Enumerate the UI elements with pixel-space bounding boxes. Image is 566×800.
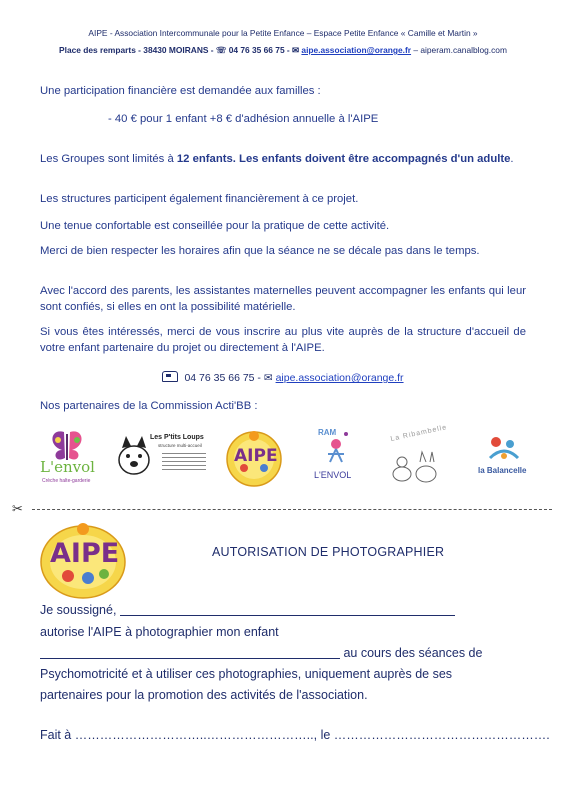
ram-lenvol-logo <box>312 428 364 490</box>
ram-text: RAM <box>318 428 337 437</box>
form-line-soussigne: Je soussigné, <box>40 603 455 617</box>
paragraph-price: - 40 € pour 1 enfant +8 € d'adhésion annuelle à l'AIPE <box>108 113 379 125</box>
telephone-icon <box>162 371 178 382</box>
form-line-partenaires: partenaires pour la promotion des activités de l'association. <box>40 688 368 702</box>
balancelle-logo <box>476 434 530 484</box>
paragraph-horaires: Merci de bien respecter les horaires afin que la séance ne se décale pas dans le temps. <box>40 245 480 257</box>
form-line-enfant: au cours des séances de <box>40 646 482 660</box>
phone-icon: ☏ <box>215 45 229 55</box>
header-association: AIPE - Association Intercommunale pour la Petite Enfance – Espace Petite Enfance « Camille et Martin » <box>88 28 478 38</box>
lenvol-subtitle: Crèche halte-garderie <box>42 478 91 484</box>
contact-line: 04 76 35 66 75 - ✉ aipe.association@orange.fr <box>0 371 566 384</box>
header-email-link[interactable]: aipe.association@orange.fr <box>301 45 412 55</box>
form-line-fait-a[interactable]: Fait à …………………………..…………………….., le ……………………………………………. <box>40 728 550 742</box>
partner-logos <box>40 424 530 498</box>
ptits-loups-title: Les P'tits Loups <box>150 434 204 441</box>
form-line-psychomotricite: Psychomotricité et à utiliser ces photographies, uniquement auprès de ses <box>40 667 453 681</box>
ribambelle-animals-icon <box>386 442 446 488</box>
partners-title: Nos partenaires de la Commission Acti'BB : <box>40 400 258 412</box>
wolf-icon <box>114 434 154 480</box>
paragraph-assistantes: Avec l'accord des parents, les assistantes maternelles peuvent accompagner les enfants qui leur sont confiés, si elles en ont la possibilité matérielle. <box>40 285 526 313</box>
name-field[interactable] <box>120 603 455 616</box>
authorization-title: AUTORISATION DE PHOTOGRAPHIER <box>212 545 445 559</box>
lenvol-logo <box>40 428 95 490</box>
aipe-logo-small <box>226 428 282 490</box>
ribambelle-logo <box>386 424 448 490</box>
lenvol-name: L'envol <box>40 458 95 476</box>
aipe-large-text: AIPE <box>50 538 120 569</box>
ribambelle-name: La Ribambelle <box>389 424 448 443</box>
cut-line <box>32 509 552 510</box>
child-name-field[interactable] <box>40 646 340 659</box>
aipe-logo-large <box>38 522 128 600</box>
paragraph-groups: Les Groupes sont limités à 12 enfants. Les enfants doivent être accompagnés d'un adulte. <box>40 153 514 165</box>
paragraph-structures: Les structures participent également financièrement à ce projet. <box>40 193 359 205</box>
balancelle-icon <box>484 434 524 464</box>
ram-lenvol-name: L'ENVOL <box>314 470 352 480</box>
aipe-small-text: AIPE <box>234 446 278 466</box>
form-line-autorise: autorise l'AIPE à photographier mon enfant <box>40 625 279 639</box>
ptits-loups-logo <box>112 430 210 486</box>
ptits-loups-address <box>162 450 206 480</box>
paragraph-tenue: Une tenue confortable est conseillée pour la pratique de cette activité. <box>40 220 390 232</box>
balancelle-name: la Balancelle <box>478 466 527 475</box>
email-icon: ✉ <box>263 372 276 384</box>
paragraph-inscription: Si vous êtes intéressés, merci de vous inscrire au plus vite auprès de la structure d'accueil de votre enfant partenaire du projet ou directement à l'AIPE. <box>40 326 526 354</box>
contact-email-link[interactable]: aipe.association@orange.fr <box>275 372 404 384</box>
paragraph-participation: Une participation financière est demandée aux familles : <box>40 85 321 97</box>
scissors-icon: ✂ <box>12 501 23 516</box>
email-icon: ✉ <box>292 45 302 55</box>
ptits-loups-subtitle: structure multi-accueil <box>158 443 202 448</box>
header-contact: Place des remparts - 38430 MOIRANS - ☏ 04 76 35 66 75 - ✉ aipe.association@orange.fr – aiperam.canalblog.com <box>59 45 507 55</box>
